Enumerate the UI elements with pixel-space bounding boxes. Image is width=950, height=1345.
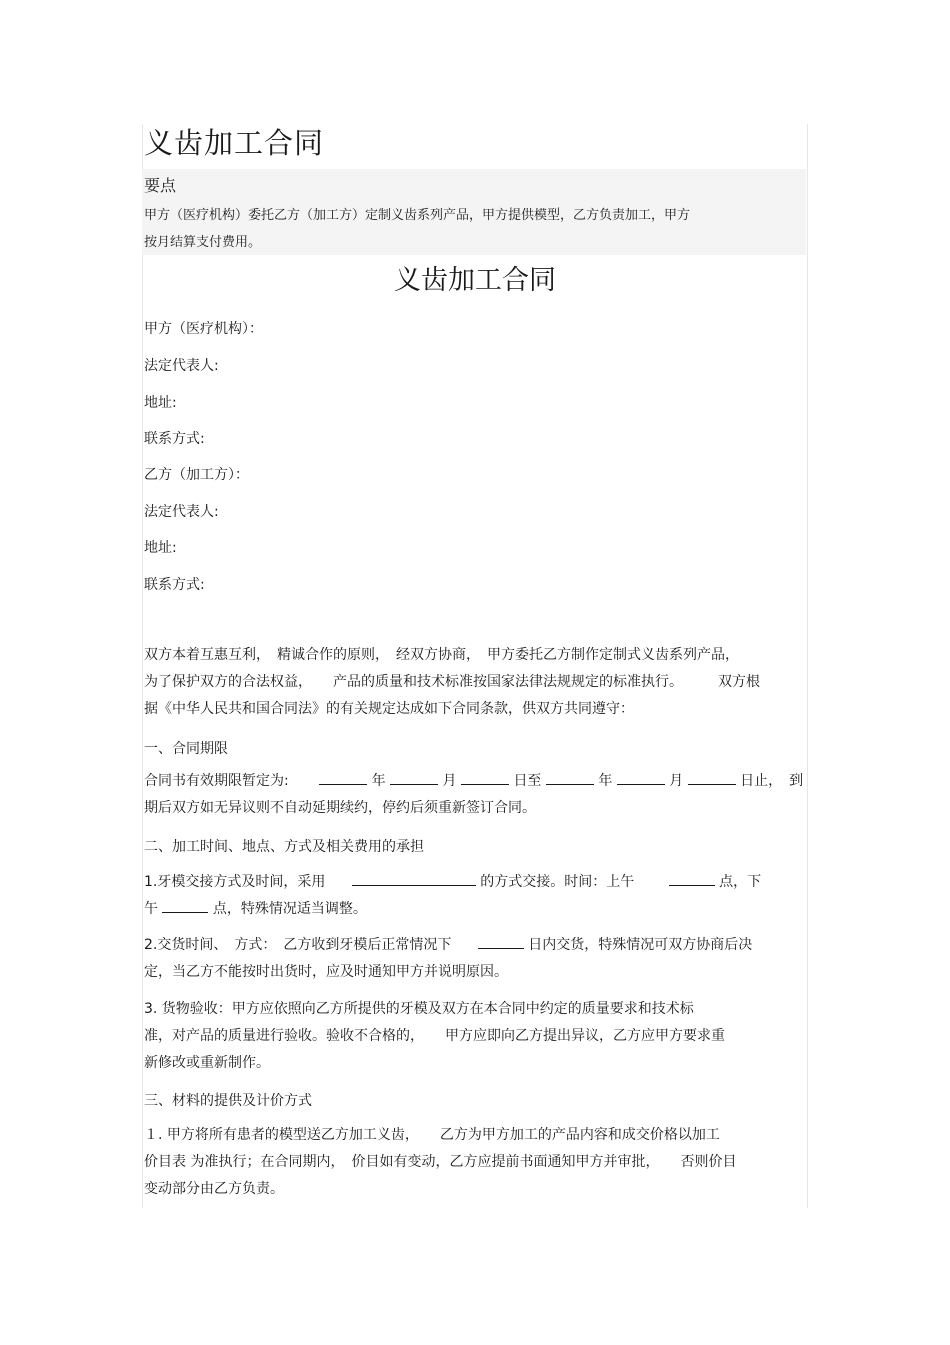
party-b-address-field: 地址: [144, 540, 177, 556]
party-b-name-field: 乙方（加工方）： [144, 467, 249, 483]
item-1-line-2: 价目表 为准执行；在合同期内， 价目如有变动，乙方应提前书面通知甲方并审批， 否则价目 [144, 1154, 737, 1170]
section-2-item-2 [144, 932, 806, 986]
summary-line-2: 按月结算支付费用。 [144, 235, 262, 250]
hour-note-label: 点，特殊情况适当调整。 [212, 901, 367, 917]
month-label: 月 [669, 773, 684, 789]
hour-label: 点，下 [719, 874, 762, 890]
preamble-line-1: 双方本着互惠互利， 精诚合作的原则， 经双方协商， 甲方委托乙方制作定制式义齿系列产品， [144, 647, 739, 663]
year-label: 年 [598, 773, 613, 789]
item-1-line-2 [144, 896, 806, 923]
party-a-address-field: 地址: [144, 395, 177, 411]
summary-box [142, 169, 806, 255]
end-day-blank[interactable] [688, 772, 736, 785]
party-a-representative-field: 法定代表人: [144, 358, 219, 374]
handover-method-label: 1.牙模交接方式及时间，采用 [144, 874, 326, 890]
preamble-paragraph [144, 642, 806, 723]
preamble-line-3: 据《中华人民共和国合同法》的有关规定达成如下合同条款，供双方共同遵守： [144, 701, 634, 717]
afternoon-hour-blank[interactable] [162, 900, 208, 913]
term-line [144, 768, 806, 795]
section-3-heading: 三、材料的提供及计价方式 [144, 1093, 312, 1109]
month-label: 月 [442, 773, 457, 789]
term-label: 合同书有效期限暂定为: [144, 773, 289, 789]
delivery-days-label: 日内交货，特殊情况可双方协商后决 [528, 937, 753, 953]
party-b-representative-field: 法定代表人: [144, 504, 219, 520]
summary-line-1: 甲方（医疗机构）委托乙方（加工方）定制义齿系列产品，甲方提供模型，乙方负责加工，甲方 [144, 208, 691, 223]
end-month-blank[interactable] [617, 772, 665, 785]
year-label: 年 [371, 773, 386, 789]
section-2-item-3 [144, 996, 806, 1077]
delivery-days-blank[interactable] [478, 936, 524, 949]
start-day-blank[interactable] [461, 772, 509, 785]
day-end-label: 日止， 到 [740, 773, 804, 789]
contract-title: 义齿加工合同 [394, 265, 556, 296]
party-a-contact-field: 联系方式: [144, 431, 205, 447]
start-month-blank[interactable] [390, 772, 438, 785]
section-1-paragraph [144, 768, 806, 822]
morning-hour-blank[interactable] [669, 873, 715, 886]
section-2-heading: 二、加工时间、地点、方式及相关费用的承担 [144, 839, 424, 855]
preamble-line-2: 为了保护双方的合法权益， 产品的质量和技术标准按国家法律法规规定的标准执行。 双方根 [144, 674, 760, 690]
item-1-line-1: １. 甲方将所有患者的模型送乙方加工义齿， 乙方为甲方加工的产品内容和成交价格以加工 [144, 1127, 720, 1143]
item-3-line-3: 新修改或重新制作。 [144, 1055, 270, 1071]
end-year-blank[interactable] [546, 772, 594, 785]
item-3-line-1: 3. 货物验收：甲方应依照向乙方所提供的牙模及双方在本合同中约定的质量要求和技术标 [144, 1001, 694, 1017]
delivery-label: 2.交货时间、 方式： 乙方收到牙模后正常情况下 [144, 937, 452, 953]
afternoon-label: 午 [144, 901, 158, 917]
section-2-item-1 [144, 869, 806, 923]
day-to-label: 日至 [513, 773, 542, 789]
item-1-line-3: 变动部分由乙方负责。 [144, 1181, 284, 1197]
summary-heading: 要点 [144, 176, 177, 195]
item-2-line-1 [144, 932, 806, 959]
section-1-heading: 一、合同期限 [144, 741, 228, 757]
summary-text [144, 202, 744, 256]
term-line-2: 期后双方如无异议则不自动延期续约，停约后须重新签订合同。 [144, 800, 536, 816]
start-year-blank[interactable] [319, 772, 367, 785]
party-b-contact-field: 联系方式: [144, 577, 205, 593]
item-3-line-2: 准，对产品的质量进行验收。验收不合格的， 甲方应即向乙方提出异议，乙方应甲方要求重 [144, 1028, 725, 1044]
party-a-name-field: 甲方（医疗机构）： [144, 321, 263, 337]
document-title: 义齿加工合同 [144, 126, 325, 160]
item-2-line-2: 定，当乙方不能按时出货时，应及时通知甲方并说明原因。 [144, 964, 508, 980]
item-1-line-1 [144, 869, 806, 896]
handover-time-label: 的方式交接。时间：上午 [480, 874, 635, 890]
section-3-item-1 [144, 1122, 806, 1203]
handover-method-blank[interactable] [352, 873, 476, 886]
